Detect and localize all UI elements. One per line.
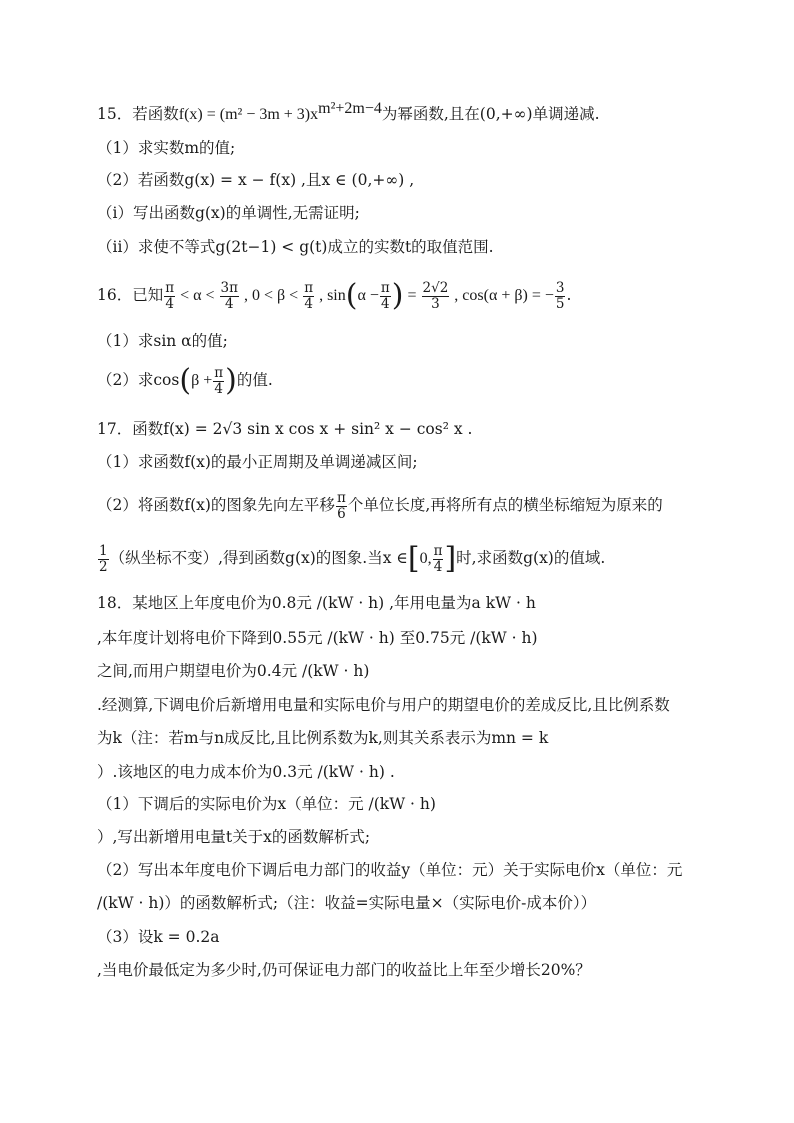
q18-line-3: 之间,而用户期望电价为0.4元 /(kW · h) — [97, 662, 370, 680]
q17-part2-continued: $\frac{1}{2}$ （纵坐标不变）,得到函数g(x)的图象.当x ∈[0, $\frac{\pi}{4}$ ]时,求函数g(x)的值域. — [99, 541, 606, 576]
q18-part2-continued: /(kW · h)）的函数解析式;（注：收益=实际电量×（实际电价-成本价）） — [97, 894, 597, 912]
fraction-pi-over-4: $\frac{\pi}{4}$ — [165, 279, 175, 312]
fraction-3pi-over-4: $\frac{3\pi}{4}$ — [220, 279, 239, 312]
q17-stem: 17．函数f(x) = 2√3 sin x cos x + sin² x − cos² x . — [97, 420, 473, 438]
q18-line-5: 为k（注：若m与n成反比,且比例系数为k,则其关系表示为mn = k — [97, 729, 549, 747]
fraction-3-over-5: $\frac{3}{5}$ — [555, 279, 565, 312]
q15-part2: （2）若函数g(x) = x − f(x) ,且x ∈ (0,+∞) , — [97, 171, 415, 189]
q15-stem: 15．若函数$f(x) = (m^2 - 3m + 3)x^{m^2+2m-4}$为幂函数,且在(0,+∞)单调递减. — [97, 100, 600, 124]
q15-part2-ii: （ii）求使不等式g(2t−1) < g(t)成立的实数t的取值范围. — [97, 238, 494, 256]
fraction-pi-over-6: $\frac{\pi}{6}$ — [336, 489, 346, 522]
q15-function: f(x) = (m² − 3m + 3)x — [178, 106, 319, 124]
q17-part2: （2）将函数f(x)的图象先向左平移 $\frac{\pi}{6}$ 个单位长度,再将所有点的横坐标缩短为原来的 — [97, 489, 663, 522]
q18-line-4: .经测算,下调电价后新增用电量和实际电价与用户的期望电价的差成反比,且比例系数 — [97, 696, 670, 714]
fraction-1-over-2: $\frac{1}{2}$ — [99, 542, 108, 575]
q18-line-2: ,本年度计划将电价下降到0.55元 /(kW · h) 至0.75元 /(kW · h) — [97, 629, 538, 647]
fraction-pi-over-4: $\frac{\pi}{4}$ — [304, 279, 314, 312]
q15-exponent: m²+2m−4 — [318, 100, 382, 117]
fraction-pi-over-4: $\frac{\pi}{4}$ — [214, 364, 224, 397]
q18-part1-continued: ）,写出新增用电量t关于x的函数解析式; — [97, 828, 371, 846]
fraction-pi-over-4: $\frac{\pi}{4}$ — [380, 279, 390, 312]
right-paren: ) — [391, 278, 404, 313]
q17-part1: （1）求函数f(x)的最小正周期及单调递减区间; — [97, 453, 418, 471]
q18-line-1: 18．某地区上年度电价为0.8元 /(kW · h) ,年用电量为a kW · h — [97, 594, 536, 612]
left-paren: ( — [179, 363, 192, 398]
left-paren: ( — [345, 278, 358, 313]
fraction-2root2-over-3: $\frac{2√2}{3}$ — [422, 279, 449, 312]
fraction-pi-over-4: $\frac{\pi}{4}$ — [433, 542, 443, 575]
q16-part2: （2）求cos(β + $\frac{\pi}{4}$ )的值. — [97, 363, 273, 398]
q18-part1: （1）下调后的实际电价为x（单位：元 /(kW · h) — [97, 795, 436, 813]
q18-part2: （2）写出本年度电价下调后电力部门的收益y（单位：元）关于实际电价x（单位：元 — [97, 861, 683, 879]
q18-part3: （3）设k = 0.2a — [97, 928, 220, 946]
q15-part1: （1）求实数m的值; — [97, 139, 236, 157]
q16-part1: （1）求sin α的值; — [97, 332, 228, 350]
q15-part2-i: （i）写出函数g(x)的单调性,无需证明; — [97, 204, 360, 222]
q18-part3-continued: ,当电价最低定为多少时,仍可保证电力部门的收益比上年至少增长20%？ — [97, 961, 591, 979]
q18-line-6: ）.该地区的电力成本价为0.3元 /(kW · h) . — [97, 763, 395, 781]
q16-stem: 16．已知 $\frac{\pi}{4}$ < α < $\frac{3\pi}{4}$ , 0 < β < $\frac{\pi}{4}$ , sin(α − $\frac{\pi}{4}$ ) = $\frac{2√2}{3}$ , cos(α + β) = − $\frac{3}{5}$ . — [97, 278, 572, 313]
right-bracket: ] — [444, 541, 457, 576]
right-paren: ) — [225, 363, 237, 398]
left-bracket: [ — [407, 541, 420, 576]
